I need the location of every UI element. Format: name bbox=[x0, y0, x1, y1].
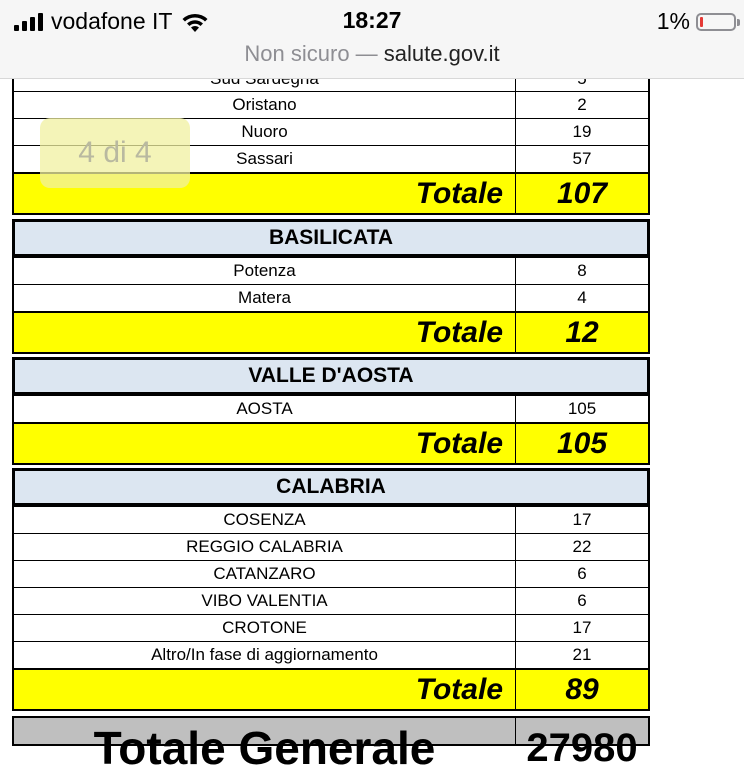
province-value: 105 bbox=[567, 399, 597, 418]
url-separator: — bbox=[349, 41, 384, 66]
basilicata-table bbox=[12, 256, 650, 354]
valle-daosta-table bbox=[12, 394, 650, 465]
province-name: Oristano bbox=[14, 92, 516, 118]
province-value: 6 bbox=[577, 564, 587, 583]
table-row bbox=[14, 258, 648, 285]
total-label: Totale bbox=[14, 670, 516, 709]
total-row bbox=[14, 312, 648, 352]
province-name: Nuoro bbox=[14, 119, 516, 145]
province-name: Sassari bbox=[14, 146, 516, 172]
province-name: CATANZARO bbox=[14, 561, 516, 587]
province-name: Altro/In fase di aggiornamento bbox=[14, 642, 516, 668]
table-row bbox=[14, 92, 648, 119]
province-name: VIBO VALENTIA bbox=[14, 588, 516, 614]
total-row bbox=[14, 423, 648, 463]
grand-total-label: Totale Generale bbox=[14, 718, 516, 744]
table-row bbox=[14, 534, 648, 561]
status-time: 18:27 bbox=[342, 7, 402, 33]
table-row bbox=[14, 285, 648, 312]
province-name: AOSTA bbox=[14, 396, 516, 422]
table-row bbox=[14, 642, 648, 669]
total-value: 105 bbox=[556, 427, 608, 460]
table-row bbox=[14, 615, 648, 642]
total-label: Totale bbox=[14, 424, 516, 463]
carrier-name: vodafone IT bbox=[51, 8, 173, 34]
total-row bbox=[14, 669, 648, 709]
province-name: CROTONE bbox=[14, 615, 516, 641]
table-row bbox=[14, 396, 648, 423]
calabria-table bbox=[12, 505, 650, 711]
address-bar[interactable] bbox=[0, 40, 744, 79]
total-label: Totale bbox=[14, 174, 516, 213]
province-value: 57 bbox=[572, 149, 592, 168]
table-row bbox=[14, 588, 648, 615]
battery-percent: 1% bbox=[656, 8, 690, 34]
province-value: 4 bbox=[577, 288, 587, 307]
url-domain: salute.gov.it bbox=[383, 41, 500, 66]
region-header-basilicata: BASILICATA bbox=[12, 219, 650, 257]
grand-total-value: 27980 bbox=[526, 726, 638, 770]
grand-total-row bbox=[12, 716, 650, 774]
table-row bbox=[14, 507, 648, 534]
total-value: 89 bbox=[565, 673, 599, 706]
province-value: 6 bbox=[577, 591, 587, 610]
status-bar bbox=[0, 0, 744, 40]
province-value: 17 bbox=[572, 510, 592, 529]
province-name: Matera bbox=[14, 285, 516, 311]
region-header-calabria: CALABRIA bbox=[12, 468, 650, 506]
province-value: 22 bbox=[572, 537, 592, 556]
region-header-valle-daosta: VALLE D'AOSTA bbox=[12, 357, 650, 395]
province-name: COSENZA bbox=[14, 507, 516, 533]
province-value: 17 bbox=[572, 618, 592, 637]
total-value: 107 bbox=[556, 177, 608, 210]
province-name: Potenza bbox=[14, 258, 516, 284]
province-value: 2 bbox=[577, 95, 587, 114]
table-row bbox=[14, 561, 648, 588]
battery-icon bbox=[696, 13, 736, 31]
security-label: Non sicuro bbox=[244, 41, 350, 66]
total-label: Totale bbox=[14, 313, 516, 352]
total-value: 12 bbox=[565, 316, 599, 349]
province-value: 8 bbox=[577, 261, 587, 280]
status-right bbox=[657, 8, 736, 35]
page-indicator: 4 di 4 bbox=[40, 118, 190, 188]
province-value: 21 bbox=[572, 645, 592, 664]
province-name: REGGIO CALABRIA bbox=[14, 534, 516, 560]
province-value: 19 bbox=[572, 122, 592, 141]
